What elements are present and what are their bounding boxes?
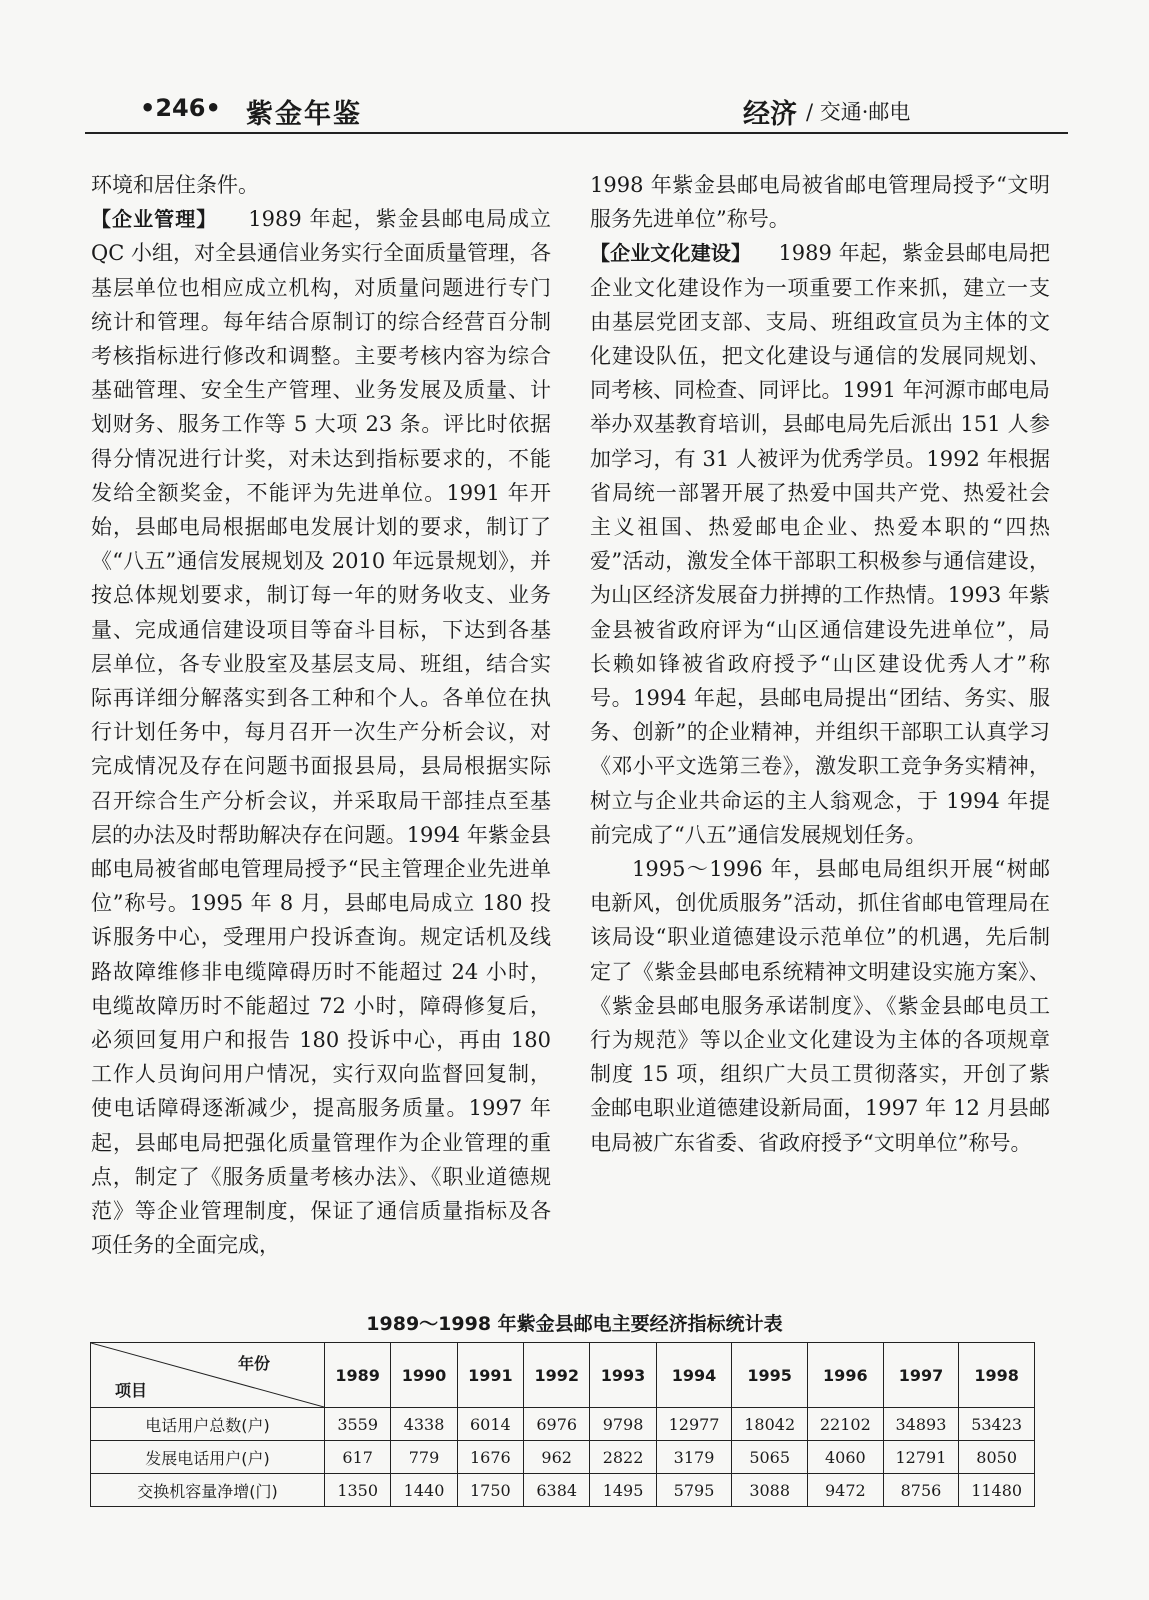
table-title: 1989～1998 年紫金县邮电主要经济指标统计表 (366, 1313, 783, 1335)
statistics-table (90, 1342, 1035, 1507)
year-header: 1991 (457, 1343, 523, 1408)
paragraph: 1998 年紫金县邮电局被省邮电管理局授予“文明服务先进单位”称号。 (590, 173, 1050, 232)
table-cell: 18042 (732, 1408, 808, 1441)
table-cell: 6384 (524, 1474, 590, 1507)
corner-label-year: 年份 (237, 1354, 270, 1373)
table-cell: 8050 (959, 1441, 1035, 1474)
year-header: 1996 (808, 1343, 884, 1408)
book-title: 紫金年鉴 (246, 99, 362, 130)
table-cell: 1676 (457, 1441, 523, 1474)
year-header: 1994 (656, 1343, 732, 1408)
row-label: 发展电话用户(户) (91, 1441, 325, 1474)
table-cell: 1495 (590, 1474, 656, 1507)
table-corner-cell (91, 1343, 325, 1408)
table-cell: 11480 (959, 1474, 1035, 1507)
table-cell: 2822 (590, 1441, 656, 1474)
year-header: 1998 (959, 1343, 1035, 1408)
table-cell: 3179 (656, 1441, 732, 1474)
row-label: 电话用户总数(户) (91, 1408, 325, 1441)
section-title: 经济 (743, 99, 797, 130)
page-number: •246• (140, 94, 221, 122)
table-cell: 4338 (391, 1408, 457, 1441)
table-cell: 22102 (808, 1408, 884, 1441)
paragraph: 1995～1996 年，县邮电局组织开展“树邮电新风，创优质服务”活动，抓住省邮电管理局在该局设“职业道德建设示范单位”的机遇，先后制定了《紫金县邮电系统精神文明建设实施方案》、《紫金县邮电服务承诺制度》、《紫金县邮电员工行为规范》等以企业文化建设为主体的各项规章制度 15 项，组织广大员工贯彻落实，开创了紫金邮电职业道德建设新局面，1997 年 12 月县邮电局被广东省委、省政府授予“文明单位”称号。 (590, 857, 1050, 1155)
table-cell: 53423 (959, 1408, 1035, 1441)
table-row (91, 1441, 1035, 1474)
table-cell: 5795 (656, 1474, 732, 1507)
table-cell: 779 (391, 1441, 457, 1474)
table-cell: 12977 (656, 1408, 732, 1441)
table-cell: 9472 (808, 1474, 884, 1507)
table-cell: 12791 (883, 1441, 959, 1474)
paragraph-text: 1989 年起，紫金县邮电局成立 QC 小组，对全县通信业务实行全面质量管理，各基层单位也相应成立机构，对质量问题进行专门统计和管理。每年结合原制订的综合经营百分制考核指标进行修改和调整。主要考核内容为综合基础管理、安全生产管理、业务发展及质量、计划财务、服务工作等 5 大项 23 条。评比时依据得分情况进行计奖，对未达到指标要求的，不能发给全额奖金，不能评为先进单位。1991 年开始，县邮电局根据邮电发展计划的要求，制订了《“八五”通信发展规划及 2010 年远景规划》，并按总体规划要求，制订每一年的财务收支、业务量、完成通信建设项目等奋斗目标，下达到各基层单位，各专业股室及基层支局、班组，结合实际再详细分解落实到各工种和个人。各单位在执行计划任务中，每月召开一次生产分析会议，对完成情况及存在问题书面报县局，县局根据实际召开综合生产分析会议，并采取局干部挂点至基层的办法及时帮助解决存在问题。1994 年紫金县邮电局被省邮电管理局授予“民主管理企业先进单位”称号。1995 年 8 月，县邮电局成立 180 投诉服务中心，受理用户投诉查询。规定话机及线路故障维修非电缆障碍历时不能超过 24 小时，电缆故障历时不能超过 72 小时，障碍修复后，必须回复用户和报告 180 投诉中心，再由 180 工作人员询问用户情况，实行双向监督回复制，使电话障碍逐渐减少，提高服务质量。1997 年起，县邮电局把强化质量管理作为企业管理的重点，制定了《服务质量考核办法》、《职业道德规范》等企业管理制度，保证了通信质量指标及各项任务的全面完成， (91, 207, 552, 1258)
section-tag: 【企业管理】 (91, 207, 218, 232)
table-cell: 8756 (883, 1474, 959, 1507)
table-cell: 9798 (590, 1408, 656, 1441)
paragraph-enterprise-management (91, 202, 551, 1262)
table-cell: 617 (325, 1441, 391, 1474)
table-row (91, 1408, 1035, 1441)
table-cell: 5065 (732, 1441, 808, 1474)
table-cell: 3559 (325, 1408, 391, 1441)
table-cell: 1350 (325, 1474, 391, 1507)
table-cell: 1750 (457, 1474, 523, 1507)
year-header: 1995 (732, 1343, 808, 1408)
year-header: 1992 (524, 1343, 590, 1408)
paragraph-enterprise-culture (590, 236, 1050, 852)
header-rule (85, 132, 1068, 134)
table-cell: 6014 (457, 1408, 523, 1441)
corner-label-item: 项目 (115, 1381, 148, 1400)
year-header: 1997 (883, 1343, 959, 1408)
year-header: 1993 (590, 1343, 656, 1408)
row-label: 交换机容量净增(门) (91, 1474, 325, 1507)
section-tag: 【企业文化建设】 (590, 241, 752, 266)
table-cell: 34893 (883, 1408, 959, 1441)
page-header (88, 92, 1068, 130)
year-header: 1990 (391, 1343, 457, 1408)
section-subtitle: / 交通·邮电 (806, 100, 911, 124)
right-column (590, 168, 1050, 1160)
left-column (91, 168, 551, 1263)
table-cell: 1440 (391, 1474, 457, 1507)
table-cell: 962 (524, 1441, 590, 1474)
table-header-row (91, 1343, 1035, 1408)
table-cell: 4060 (808, 1441, 884, 1474)
paragraph: 环境和居住条件。 (91, 173, 259, 197)
year-header: 1989 (325, 1343, 391, 1408)
paragraph-text: 1989 年起，紫金县邮电局把企业文化建设作为一项重要工作来抓，建立一支由基层党团支部、支局、班组政宣员为主体的文化建设队伍，把文化建设与通信的发展同规划、同考核、同检查、同评比。1991 年河源市邮电局举办双基教育培训，县邮电局先后派出 151 人参加学习，有 31 人被评为优秀学员。1992 年根据省局统一部署开展了热爱中国共产党、热爱社会主义祖国、热爱邮电企业、热爱本职的“四热爱”活动，激发全体干部职工积极参与通信建设，为山区经济发展奋力拼搏的工作热情。1993 年紫金县被省政府评为“山区通信建设先进单位”，局长赖如锋被省政府授予“山区建设优秀人才”称号。1994 年起，县邮电局提出“团结、务实、服务、创新”的企业精神，并组织干部职工认真学习《邓小平文选第三卷》，激发职工竞争务实精神，树立与企业共命运的主人翁观念，于 1994 年提前完成了“八五”通信发展规划任务。 (590, 241, 1050, 847)
table-cell: 6976 (524, 1408, 590, 1441)
table-cell: 3088 (732, 1474, 808, 1507)
table-row (91, 1474, 1035, 1507)
